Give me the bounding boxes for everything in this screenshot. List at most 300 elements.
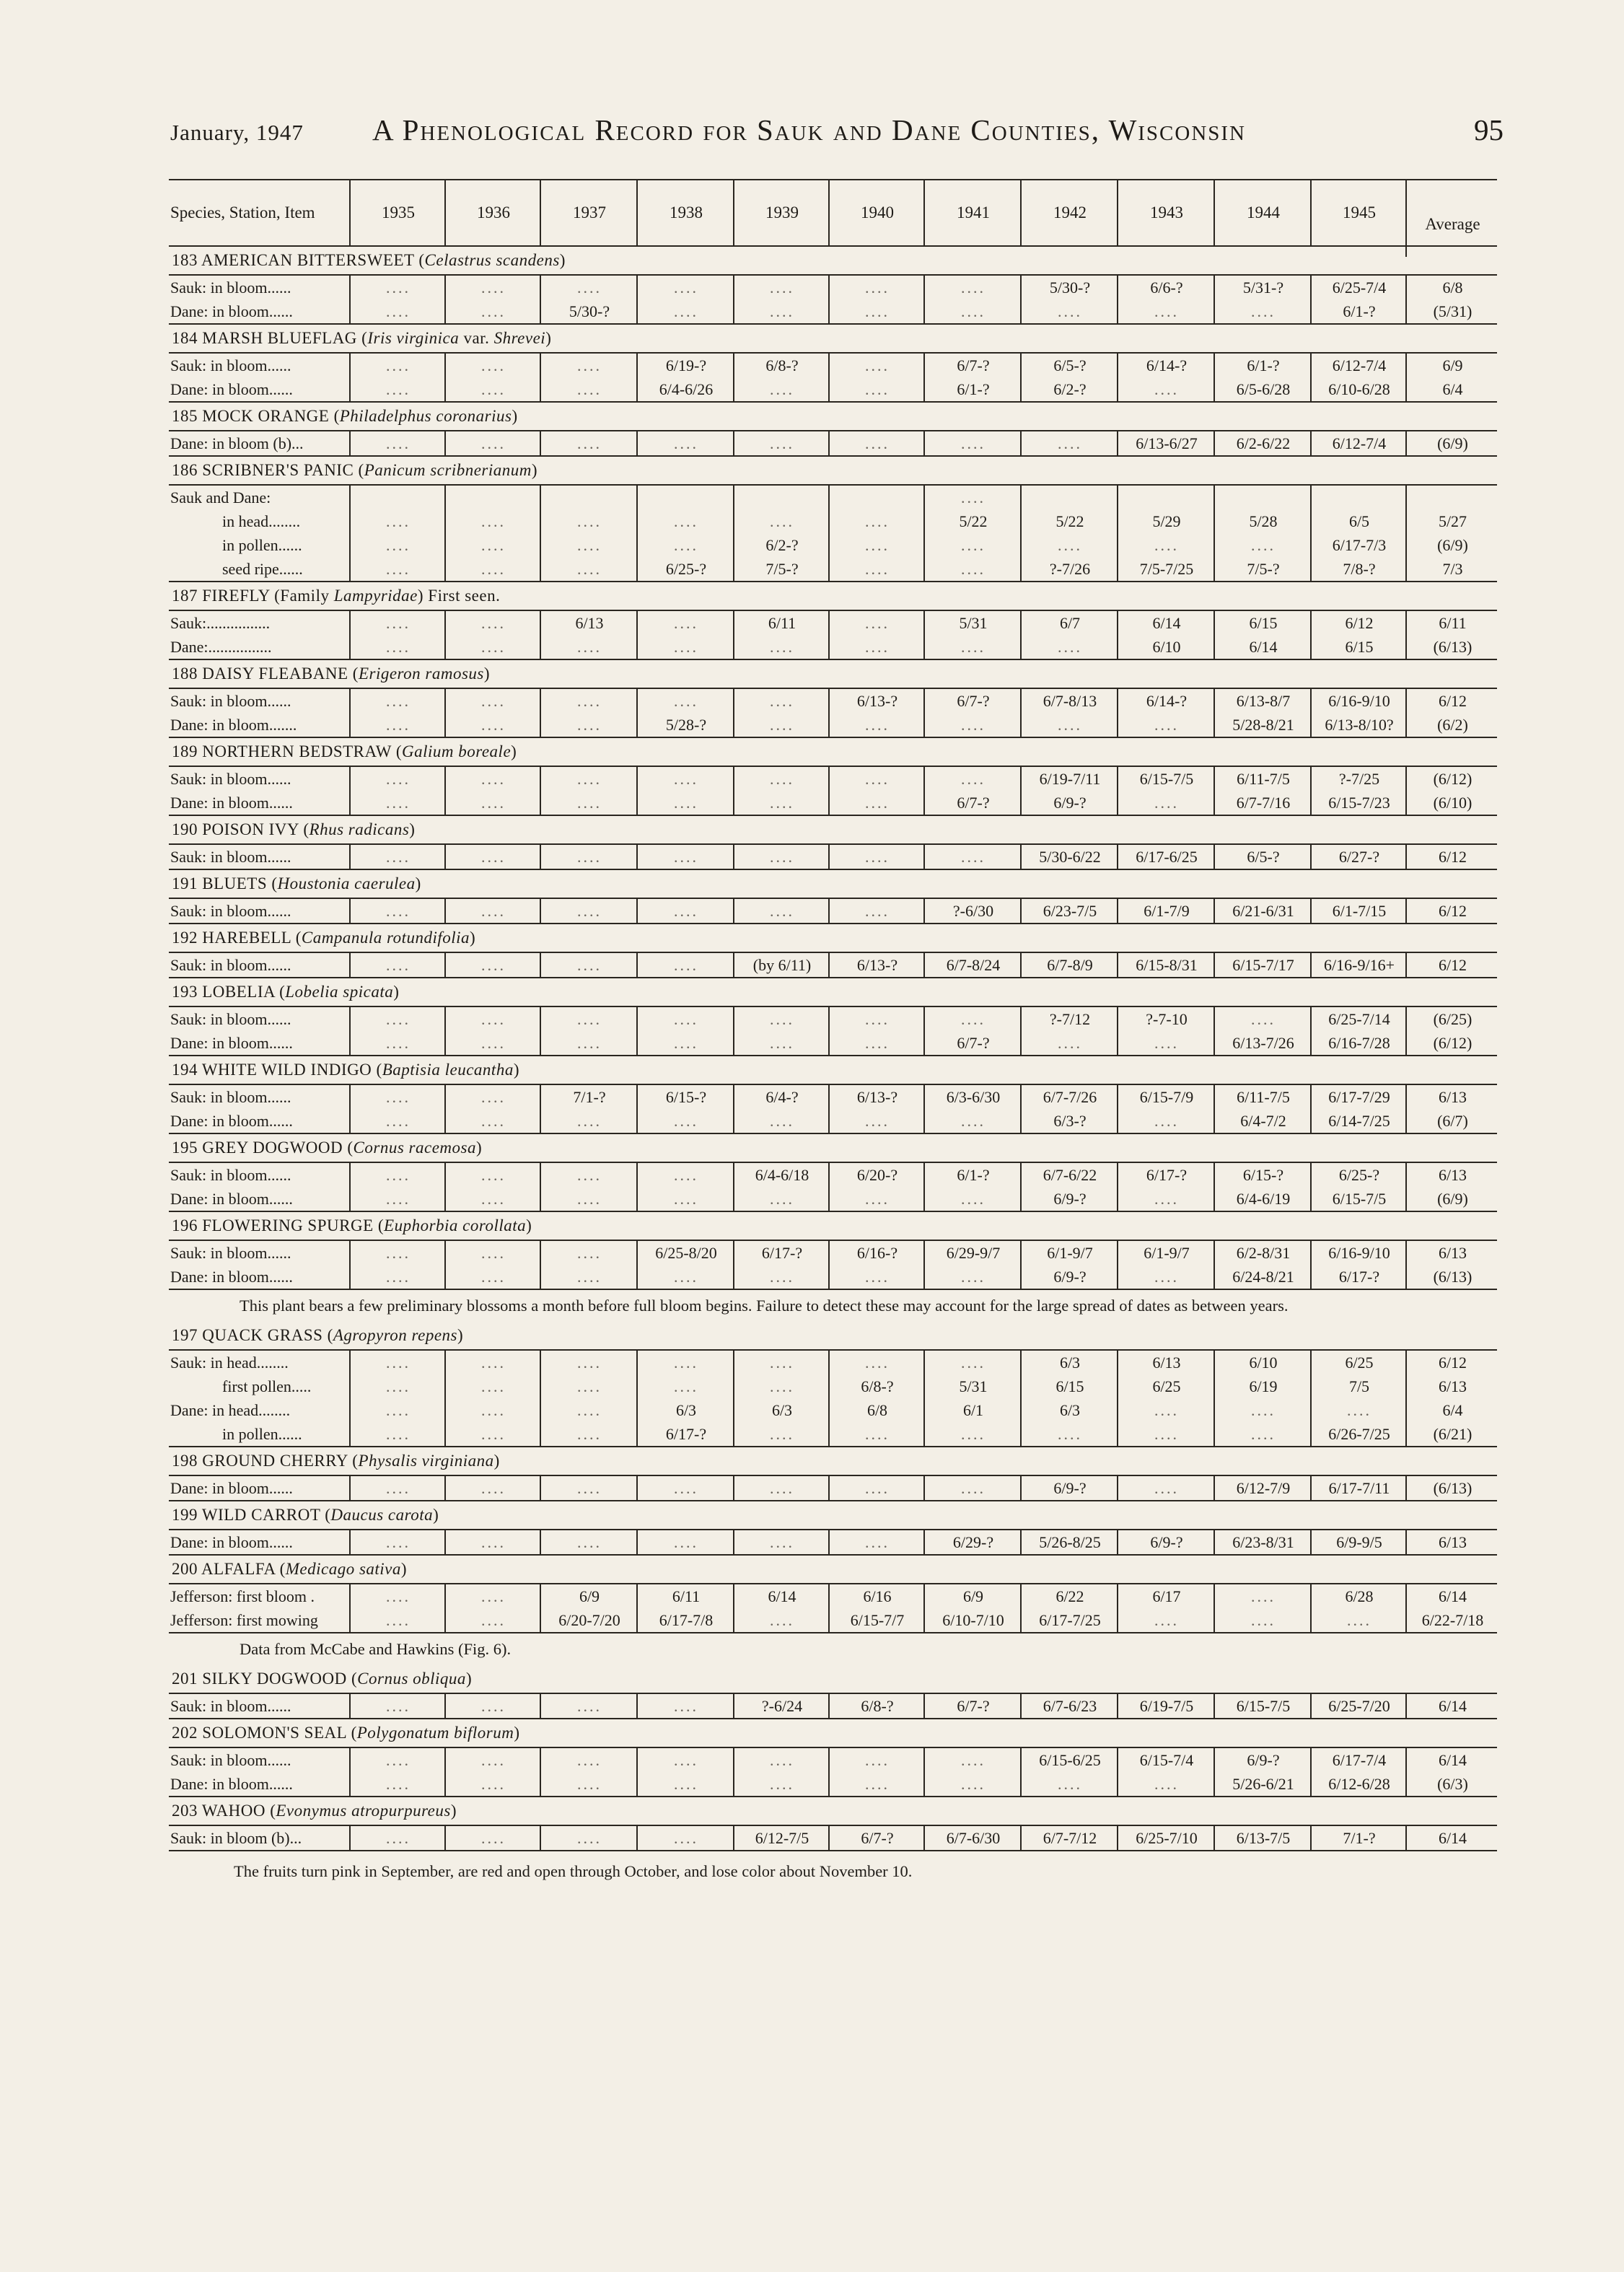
cell-1936: .... <box>444 1007 541 1031</box>
table-row <box>169 611 1497 635</box>
paren-close: ) <box>514 1724 520 1742</box>
cell-1943: .... <box>1117 299 1215 323</box>
species-rows-194 <box>169 1084 1497 1134</box>
cell-1943: 6/6-? <box>1117 276 1215 299</box>
cell-average <box>1405 486 1498 509</box>
cell-1935: .... <box>349 791 446 815</box>
cell-1941: 6/29-? <box>923 1530 1022 1554</box>
species-number: 186 <box>172 461 203 479</box>
species-number: 183 <box>172 251 201 269</box>
cell-1941: .... <box>923 1109 1022 1133</box>
species-number: 191 <box>172 874 203 892</box>
paren-close: ) <box>545 329 552 347</box>
table-row <box>169 1530 1497 1554</box>
species-name: ALFALFA ( <box>201 1560 286 1578</box>
species-name: AMERICAN BITTERSWEET ( <box>201 251 425 269</box>
cell-1937: .... <box>540 1422 638 1446</box>
paren-close: ) <box>415 874 421 892</box>
cell-1941: .... <box>923 1007 1022 1031</box>
cell-1943 <box>1117 486 1215 509</box>
species-name: QUACK GRASS ( <box>202 1326 333 1344</box>
cell-1937: .... <box>540 767 638 791</box>
cell-1939: .... <box>733 299 830 323</box>
cell-1936: .... <box>444 1422 541 1446</box>
cell-1940: .... <box>828 845 925 869</box>
cell-1938: 6/25-? <box>636 557 734 581</box>
scientific-name: Panicum scribnerianum <box>364 461 532 479</box>
species-rows-190 <box>169 843 1497 870</box>
species-rows-197 <box>169 1349 1497 1447</box>
cell-1939: 6/11 <box>733 611 830 635</box>
cell-1945: 6/28 <box>1310 1584 1407 1608</box>
cell-1941: .... <box>923 1772 1022 1796</box>
cell-1938: .... <box>636 1476 734 1500</box>
scientific-name: Rhus radicans <box>309 820 410 838</box>
cell-1943: ?-7-10 <box>1117 1007 1215 1031</box>
cell-1938: .... <box>636 611 734 635</box>
cell-1943: 6/15-7/4 <box>1117 1748 1215 1772</box>
cell-1937: .... <box>540 1265 638 1289</box>
table-row <box>169 1187 1497 1211</box>
cell-average: (6/9) <box>1405 533 1498 557</box>
cell-1938: .... <box>636 1826 734 1850</box>
cell-average: 6/4 <box>1405 1398 1498 1422</box>
species-rows-185 <box>169 430 1497 457</box>
cell-average: 6/12 <box>1405 845 1498 869</box>
species-number: 190 <box>172 820 203 838</box>
row-label: Sauk: in bloom...... <box>170 770 291 788</box>
paren-close: ) <box>531 461 538 479</box>
cell-1940: 6/16-? <box>828 1241 925 1265</box>
species-name: SOLOMON'S SEAL ( <box>202 1724 357 1742</box>
scientific-name: Baptisia leucantha <box>382 1061 514 1079</box>
cell-1942: 6/7 <box>1020 611 1118 635</box>
cell-1942: ?-7/26 <box>1020 557 1118 581</box>
cell-1945: 6/1-? <box>1310 299 1407 323</box>
cell-average: 6/14 <box>1405 1694 1498 1718</box>
cell-1944: .... <box>1213 1398 1312 1422</box>
species-number: 194 <box>172 1061 202 1079</box>
cell-1944: 6/10 <box>1213 1351 1312 1374</box>
row-label: in pollen...... <box>222 1425 302 1443</box>
cell-1945: 6/25-7/20 <box>1310 1694 1407 1718</box>
cell-average: (6/7) <box>1405 1109 1498 1133</box>
page-number: 95 <box>1474 113 1504 146</box>
species-number: 188 <box>172 665 203 683</box>
cell-average: 6/4 <box>1405 377 1498 401</box>
cell-1940: .... <box>828 1530 925 1554</box>
cell-average: 6/22-7/18 <box>1405 1608 1498 1632</box>
cell-1942: 6/7-8/13 <box>1020 689 1118 713</box>
cell-1942: 6/22 <box>1020 1584 1118 1608</box>
cell-1944: 5/28-8/21 <box>1213 713 1312 737</box>
species-rows-196 <box>169 1240 1497 1290</box>
cell-1940: .... <box>828 1748 925 1772</box>
cell-1938: .... <box>636 1031 734 1055</box>
cell-1945: 6/17-? <box>1310 1265 1407 1289</box>
column-header-0: Species, Station, Item <box>170 203 315 222</box>
cell-1938: .... <box>636 509 734 533</box>
cell-1940: .... <box>828 1351 925 1374</box>
species-heading-185 <box>169 403 1497 430</box>
cell-1943: 6/17-? <box>1117 1163 1215 1187</box>
cell-average: 7/3 <box>1405 557 1498 581</box>
cell-1936: .... <box>444 635 541 659</box>
row-label: Sauk: in bloom...... <box>170 1751 291 1769</box>
column-header-9: 1943 <box>1117 180 1215 245</box>
cell-1944: .... <box>1213 1608 1312 1632</box>
cell-1937: .... <box>540 899 638 923</box>
cell-1943: .... <box>1117 713 1215 737</box>
row-label: Sauk: in head........ <box>170 1354 289 1372</box>
cell-1944: 6/13-8/7 <box>1213 689 1312 713</box>
cell-1944: 6/13-7/5 <box>1213 1826 1312 1850</box>
cell-1944: 6/11-7/5 <box>1213 767 1312 791</box>
cell-1935: .... <box>349 1584 446 1608</box>
species-name: NORTHERN BEDSTRAW ( <box>202 742 402 760</box>
cell-1936: .... <box>444 1163 541 1187</box>
cell-1945: 6/13-8/10? <box>1310 713 1407 737</box>
cell-average: 6/8 <box>1405 276 1498 299</box>
table-row <box>169 635 1497 659</box>
row-label: in pollen...... <box>222 536 302 554</box>
cell-1944: 6/21-6/31 <box>1213 899 1312 923</box>
species-heading-196 <box>169 1212 1497 1240</box>
cell-1942: 5/30-? <box>1020 276 1118 299</box>
cell-1940: 6/13-? <box>828 1085 925 1109</box>
cell-1938: .... <box>636 1109 734 1133</box>
cell-1943: .... <box>1117 791 1215 815</box>
cell-1943: .... <box>1117 1422 1215 1446</box>
cell-1935: .... <box>349 767 446 791</box>
cell-1941: 6/9 <box>923 1584 1022 1608</box>
table-row <box>169 1007 1497 1031</box>
column-header-1: 1935 <box>349 180 446 245</box>
cell-average: (6/3) <box>1405 1772 1498 1796</box>
cell-1941: .... <box>923 635 1022 659</box>
table-row <box>169 791 1497 815</box>
cell-1940: .... <box>828 1187 925 1211</box>
cell-1945: 6/16-9/16+ <box>1310 953 1407 977</box>
cell-1943: .... <box>1117 1187 1215 1211</box>
cell-1936: .... <box>444 1748 541 1772</box>
cell-1945: 6/15 <box>1310 635 1407 659</box>
cell-1937: 6/20-7/20 <box>540 1608 638 1632</box>
cell-1938: .... <box>636 299 734 323</box>
cell-1942: 6/3-? <box>1020 1109 1118 1133</box>
cell-1938: .... <box>636 1007 734 1031</box>
cell-1936: .... <box>444 1398 541 1422</box>
species-name: MARSH BLUEFLAG ( <box>202 329 368 347</box>
cell-1942: ?-7/12 <box>1020 1007 1118 1031</box>
cell-1938: 6/17-? <box>636 1422 734 1446</box>
cell-1937: .... <box>540 1109 638 1133</box>
species-heading-197 <box>169 1322 1497 1349</box>
cell-1944: 5/31-? <box>1213 276 1312 299</box>
cell-1935: .... <box>349 431 446 455</box>
species-rows-203 <box>169 1825 1497 1851</box>
cell-1939: .... <box>733 1007 830 1031</box>
cell-1940: .... <box>828 509 925 533</box>
cell-1936: .... <box>444 1374 541 1398</box>
cell-1937: .... <box>540 1374 638 1398</box>
cell-1937: 7/1-? <box>540 1085 638 1109</box>
species-heading-193 <box>169 978 1497 1006</box>
cell-1936: .... <box>444 1187 541 1211</box>
species-number: 199 <box>172 1506 202 1524</box>
cell-1939: .... <box>733 1748 830 1772</box>
cell-1941: .... <box>923 1748 1022 1772</box>
cell-average: 6/14 <box>1405 1826 1498 1850</box>
cell-1942: .... <box>1020 713 1118 737</box>
table-row <box>169 1772 1497 1796</box>
cell-1944: 6/2-8/31 <box>1213 1241 1312 1265</box>
species-heading-199 <box>169 1501 1497 1529</box>
table-row <box>169 767 1497 791</box>
cell-1940: 6/8 <box>828 1398 925 1422</box>
cell-1944: 6/1-? <box>1213 354 1312 377</box>
cell-1942: 6/5-? <box>1020 354 1118 377</box>
species-heading-201 <box>169 1665 1497 1693</box>
cell-1941: 6/7-? <box>923 791 1022 815</box>
species-rows-192 <box>169 952 1497 978</box>
cell-1936 <box>444 486 541 509</box>
cell-1941: .... <box>923 767 1022 791</box>
paren-close: ) <box>450 1802 457 1820</box>
cell-1938: .... <box>636 1748 734 1772</box>
cell-1936: .... <box>444 767 541 791</box>
cell-1943: 6/17-6/25 <box>1117 845 1215 869</box>
cell-1940: .... <box>828 767 925 791</box>
cell-1936: .... <box>444 431 541 455</box>
cell-1944: .... <box>1213 1007 1312 1031</box>
cell-1937: .... <box>540 953 638 977</box>
cell-1943: .... <box>1117 1265 1215 1289</box>
cell-1945: 6/12-7/4 <box>1310 431 1407 455</box>
cell-1939: .... <box>733 431 830 455</box>
species-heading-192 <box>169 924 1497 952</box>
paren-close: ) <box>512 407 518 425</box>
cell-average: 6/12 <box>1405 689 1498 713</box>
cell-1935: .... <box>349 635 446 659</box>
species-number: 187 <box>172 587 203 605</box>
cell-1939: 6/4-6/18 <box>733 1163 830 1187</box>
cell-1936: .... <box>444 299 541 323</box>
cell-1939: 6/2-? <box>733 533 830 557</box>
cell-1941: 6/7-8/24 <box>923 953 1022 977</box>
species-number: 192 <box>172 929 203 947</box>
cell-1945 <box>1310 486 1407 509</box>
cell-1942: 6/19-7/11 <box>1020 767 1118 791</box>
species-heading-186 <box>169 457 1497 484</box>
table-row <box>169 713 1497 737</box>
species-name: DAISY FLEABANE ( <box>202 665 359 683</box>
cell-1945: 6/15-7/23 <box>1310 791 1407 815</box>
table-row <box>169 509 1497 533</box>
cell-1942: 6/2-? <box>1020 377 1118 401</box>
cell-1942 <box>1020 486 1118 509</box>
row-label: Dane: in bloom...... <box>170 1190 293 1208</box>
cell-1941: 6/10-7/10 <box>923 1608 1022 1632</box>
cell-1944: 6/5-6/28 <box>1213 377 1312 401</box>
scientific-name: Physalis virginiana <box>358 1452 494 1470</box>
row-label: Sauk: in bloom (b)... <box>170 1829 302 1847</box>
cell-1941: 6/7-? <box>923 1694 1022 1718</box>
column-header-8: 1942 <box>1020 180 1118 245</box>
cell-1935: .... <box>349 1398 446 1422</box>
row-label: Jefferson: first bloom . <box>170 1587 315 1605</box>
cell-1937: .... <box>540 1398 638 1422</box>
column-header-3: 1937 <box>540 180 638 245</box>
cell-1941: 6/1-? <box>923 377 1022 401</box>
cell-1935: .... <box>349 899 446 923</box>
row-label: Sauk: in bloom...... <box>170 278 291 297</box>
cell-1941: 6/7-6/30 <box>923 1826 1022 1850</box>
cell-1941: .... <box>923 1422 1022 1446</box>
table-row <box>169 276 1497 299</box>
cell-average: 6/12 <box>1405 899 1498 923</box>
cell-1935: .... <box>349 1772 446 1796</box>
cell-1937: .... <box>540 557 638 581</box>
cell-1939: 6/3 <box>733 1398 830 1422</box>
cell-1945: 6/12-7/4 <box>1310 354 1407 377</box>
phenology-table <box>169 179 1497 1887</box>
cell-1937: .... <box>540 533 638 557</box>
cell-1944: .... <box>1213 299 1312 323</box>
row-label: seed ripe...... <box>222 560 303 578</box>
species-rows-191 <box>169 898 1497 924</box>
cell-1935: .... <box>349 1085 446 1109</box>
cell-1942: 6/15 <box>1020 1374 1118 1398</box>
cell-1943: .... <box>1117 1109 1215 1133</box>
cell-1936: .... <box>444 1694 541 1718</box>
species-rows-188 <box>169 688 1497 738</box>
cell-average: 6/9 <box>1405 354 1498 377</box>
column-header-12: Average <box>1405 180 1498 257</box>
paren-close: ) <box>559 251 566 269</box>
row-label: Sauk: in bloom...... <box>170 1010 291 1028</box>
cell-1935: .... <box>349 1265 446 1289</box>
column-header-7: 1941 <box>923 180 1022 245</box>
cell-1943: 6/19-7/5 <box>1117 1694 1215 1718</box>
species-rows-195 <box>169 1162 1497 1212</box>
cell-1937: 5/30-? <box>540 299 638 323</box>
cell-average: (6/21) <box>1405 1422 1498 1446</box>
cell-1935: .... <box>349 713 446 737</box>
cell-1940: .... <box>828 276 925 299</box>
cell-1937: .... <box>540 1530 638 1554</box>
cell-1943: 6/9-? <box>1117 1530 1215 1554</box>
cell-1941: .... <box>923 1187 1022 1211</box>
cell-1937: .... <box>540 1826 638 1850</box>
table-row <box>169 1476 1497 1500</box>
cell-1939: .... <box>733 1476 830 1500</box>
species-rows-183 <box>169 274 1497 325</box>
row-label: Sauk: in bloom...... <box>170 902 291 920</box>
cell-1940: .... <box>828 713 925 737</box>
species-name: WILD CARROT ( <box>201 1506 331 1524</box>
cell-1942: 6/3 <box>1020 1351 1118 1374</box>
cell-1938: 6/15-? <box>636 1085 734 1109</box>
cell-1941: 6/3-6/30 <box>923 1085 1022 1109</box>
table-row <box>169 1422 1497 1446</box>
cell-1942: 6/15-6/25 <box>1020 1748 1118 1772</box>
cell-1937: .... <box>540 1772 638 1796</box>
cell-1935: .... <box>349 509 446 533</box>
cell-1940: 6/20-? <box>828 1163 925 1187</box>
cell-1935: .... <box>349 1374 446 1398</box>
cell-1940: .... <box>828 1772 925 1796</box>
species-rows-187 <box>169 610 1497 660</box>
cell-1940: 6/13-? <box>828 689 925 713</box>
page-title: A Phenological Record for Sauk and Dane Counties, Wisconsin <box>372 113 1247 146</box>
species-name: GROUND CHERRY ( <box>202 1452 359 1470</box>
cell-1937: .... <box>540 689 638 713</box>
cell-1937: .... <box>540 1694 638 1718</box>
cell-1936: .... <box>444 1584 541 1608</box>
species-name: POISON IVY ( <box>202 820 310 838</box>
cell-1943: 6/14-? <box>1117 689 1215 713</box>
cell-1938: .... <box>636 1187 734 1211</box>
cell-1939: 6/4-? <box>733 1085 830 1109</box>
cell-1945: 6/12 <box>1310 611 1407 635</box>
cell-1936: .... <box>444 713 541 737</box>
table-row <box>169 1085 1497 1109</box>
cell-1944: 6/2-6/22 <box>1213 431 1312 455</box>
row-label: Dane: in bloom...... <box>170 1034 293 1052</box>
cell-average: (5/31) <box>1405 299 1498 323</box>
table-row <box>169 1351 1497 1374</box>
cell-1943: 6/15-8/31 <box>1117 953 1215 977</box>
table-row <box>169 1826 1497 1850</box>
cell-1941: 6/1-? <box>923 1163 1022 1187</box>
cell-1938: .... <box>636 845 734 869</box>
cell-1944: 6/4-7/2 <box>1213 1109 1312 1133</box>
species-name: BLUETS ( <box>202 874 278 892</box>
scientific-name: Lobelia spicata <box>285 983 394 1001</box>
table-row <box>169 354 1497 377</box>
cell-1936: .... <box>444 689 541 713</box>
cell-1943: .... <box>1117 1398 1215 1422</box>
cell-1945: 6/5 <box>1310 509 1407 533</box>
cell-1935: .... <box>349 557 446 581</box>
cell-average: 6/13 <box>1405 1085 1498 1109</box>
row-label: Sauk: in bloom...... <box>170 356 291 374</box>
cell-1937: .... <box>540 1163 638 1187</box>
cell-1936: .... <box>444 845 541 869</box>
cell-1938: .... <box>636 1530 734 1554</box>
cell-1944: 6/12-7/9 <box>1213 1476 1312 1500</box>
cell-1938: .... <box>636 953 734 977</box>
table-row <box>169 486 1497 509</box>
species-name: SCRIBNER'S PANIC ( <box>202 461 364 479</box>
row-label: Dane: in bloom...... <box>170 1533 293 1551</box>
scientific-name: Agropyron repens <box>333 1326 458 1344</box>
cell-1939: .... <box>733 845 830 869</box>
cell-1938: 6/19-? <box>636 354 734 377</box>
species-heading-190 <box>169 816 1497 843</box>
cell-1941: 5/22 <box>923 509 1022 533</box>
cell-1936: .... <box>444 1351 541 1374</box>
cell-1937: .... <box>540 431 638 455</box>
cell-1945: 6/25-? <box>1310 1163 1407 1187</box>
cell-1943: 5/29 <box>1117 509 1215 533</box>
cell-1942: .... <box>1020 431 1118 455</box>
species-heading-202 <box>169 1719 1497 1747</box>
cell-1935: .... <box>349 1031 446 1055</box>
paren-close: ) <box>513 1061 519 1079</box>
cell-1938: .... <box>636 1694 734 1718</box>
